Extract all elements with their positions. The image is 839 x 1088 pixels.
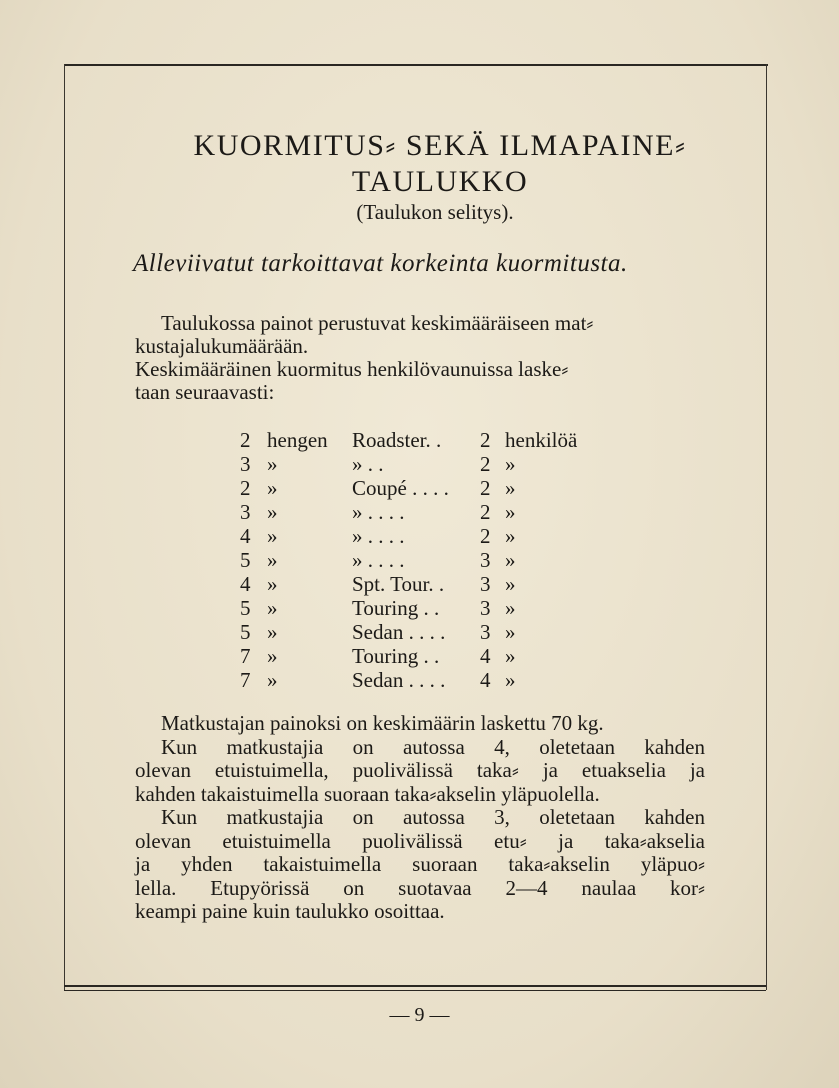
table-cell: » [505,620,516,644]
table-cell: » . . [352,452,384,476]
table-cell: Touring . . [352,596,440,620]
table-cell: 7 [240,644,251,668]
frame-top-rule [64,64,768,66]
text-line: Matkustajan painoksi on keskimäärin laskettu 70 kg. [161,711,604,735]
table-cell: Sedan . . . . [352,668,446,692]
text-line: ja yhden takaistuimella suoraan taka⸗akselin yläpuo⸗ [135,852,705,876]
table-cell: 2 [480,500,491,524]
text-line: taan seuraavasti: [135,380,275,404]
table-cell: » [505,596,516,620]
table-cell: » . . . . [352,500,405,524]
table-cell: » [267,500,278,524]
subtitle: (Taulukon selitys). [356,200,514,224]
frame-bottom-rule [64,985,766,987]
frame-right-rule [766,64,767,990]
table-cell: » [267,596,278,620]
table-cell: 4 [480,668,491,692]
table-cell: » [505,500,516,524]
table-cell: henkilöä [505,428,578,452]
table-cell: » [505,476,516,500]
body-text [135,712,705,924]
table-cell: » [505,644,516,668]
table-cell: 2 [480,476,491,500]
text-line: Kun matkustajia on autossa 3, oletetaan kahden [161,805,705,829]
table-cell: » [505,548,516,572]
table-cell: 2 [240,476,251,500]
page-title [160,128,720,200]
table-cell: 7 [240,668,251,692]
table-cell: 4 [240,524,251,548]
text-line: Taulukossa painot perustuvat keskimääräiseen mat⸗ [161,311,594,335]
title-line-2: TAULUKKO [351,165,529,198]
text-line: Kun matkustajia on autossa 4, oletetaan kahden [161,734,705,759]
table-cell: 3 [480,596,491,620]
table-cell: 5 [240,596,251,620]
table-cell: » [267,644,278,668]
table-cell: » [267,476,278,500]
text-line: olevan etuistuimella puolivälissä etu⸗ ja taka⸗akselia [135,828,705,853]
table-cell: » [267,452,278,476]
table-cell: 2 [240,428,251,452]
table-cell: 2 [480,428,491,452]
table-cell: 3 [240,500,251,524]
table-cell: hengen [267,428,328,452]
text-line: kustajalukumäärään. [135,334,309,358]
table-cell: » [267,524,278,548]
table-cell: » [267,668,278,692]
table-cell: » [267,548,278,572]
table-cell: 3 [480,548,491,572]
table-cell: » [505,572,516,596]
text-line: olevan etuistuimella, puolivälissä taka⸗ ja etuakselia ja [135,758,705,782]
table-cell: 2 [480,452,491,476]
text-line: Keskimääräinen kuormitus henkilövaunuissa laske⸗ [135,357,569,381]
table-cell: 5 [240,548,251,572]
italic-note: Alleviivatut tarkoittavat korkeinta kuormitusta. [133,250,628,277]
table-cell: » [505,524,516,548]
table-cell: Sedan . . . . [352,620,446,644]
table-cell: » . . . . [352,524,405,548]
table-cell: Coupé . . . . [352,476,449,500]
table-cell: » [505,452,516,476]
table-cell: 3 [480,620,491,644]
table-cell: 2 [480,524,491,548]
table-cell: » [505,668,516,692]
text-line: keampi paine kuin taulukko osoittaa. [135,899,445,923]
table-cell: » . . . . [352,548,405,572]
table-cell: Spt. Tour. . [352,572,445,596]
table-cell: » [267,620,278,644]
table-cell: 3 [480,572,491,596]
table-cell: Touring . . [352,644,440,668]
text-line: lella. Etupyörissä on suotavaa 2—4 naulaa kor⸗ [135,875,705,900]
table-cell: 4 [480,644,491,668]
page-number: — 9 — [389,1004,450,1026]
frame-left-rule [64,64,65,990]
table-cell: 4 [240,572,251,596]
text-line: kahden takaistuimella suoraan taka⸗akselin yläpuolella. [135,781,600,806]
intro-paragraph-1 [135,312,715,358]
title-line-1: KUORMITUS⸗ SEKÄ ILMAPAINE⸗ [193,129,687,162]
frame-bottom-rule-thin [64,990,766,991]
table-cell: 5 [240,620,251,644]
table-cell: » [267,572,278,596]
table-cell: Roadster. . [352,428,442,452]
intro-paragraph-2 [135,358,715,404]
table-cell: 3 [240,452,251,476]
